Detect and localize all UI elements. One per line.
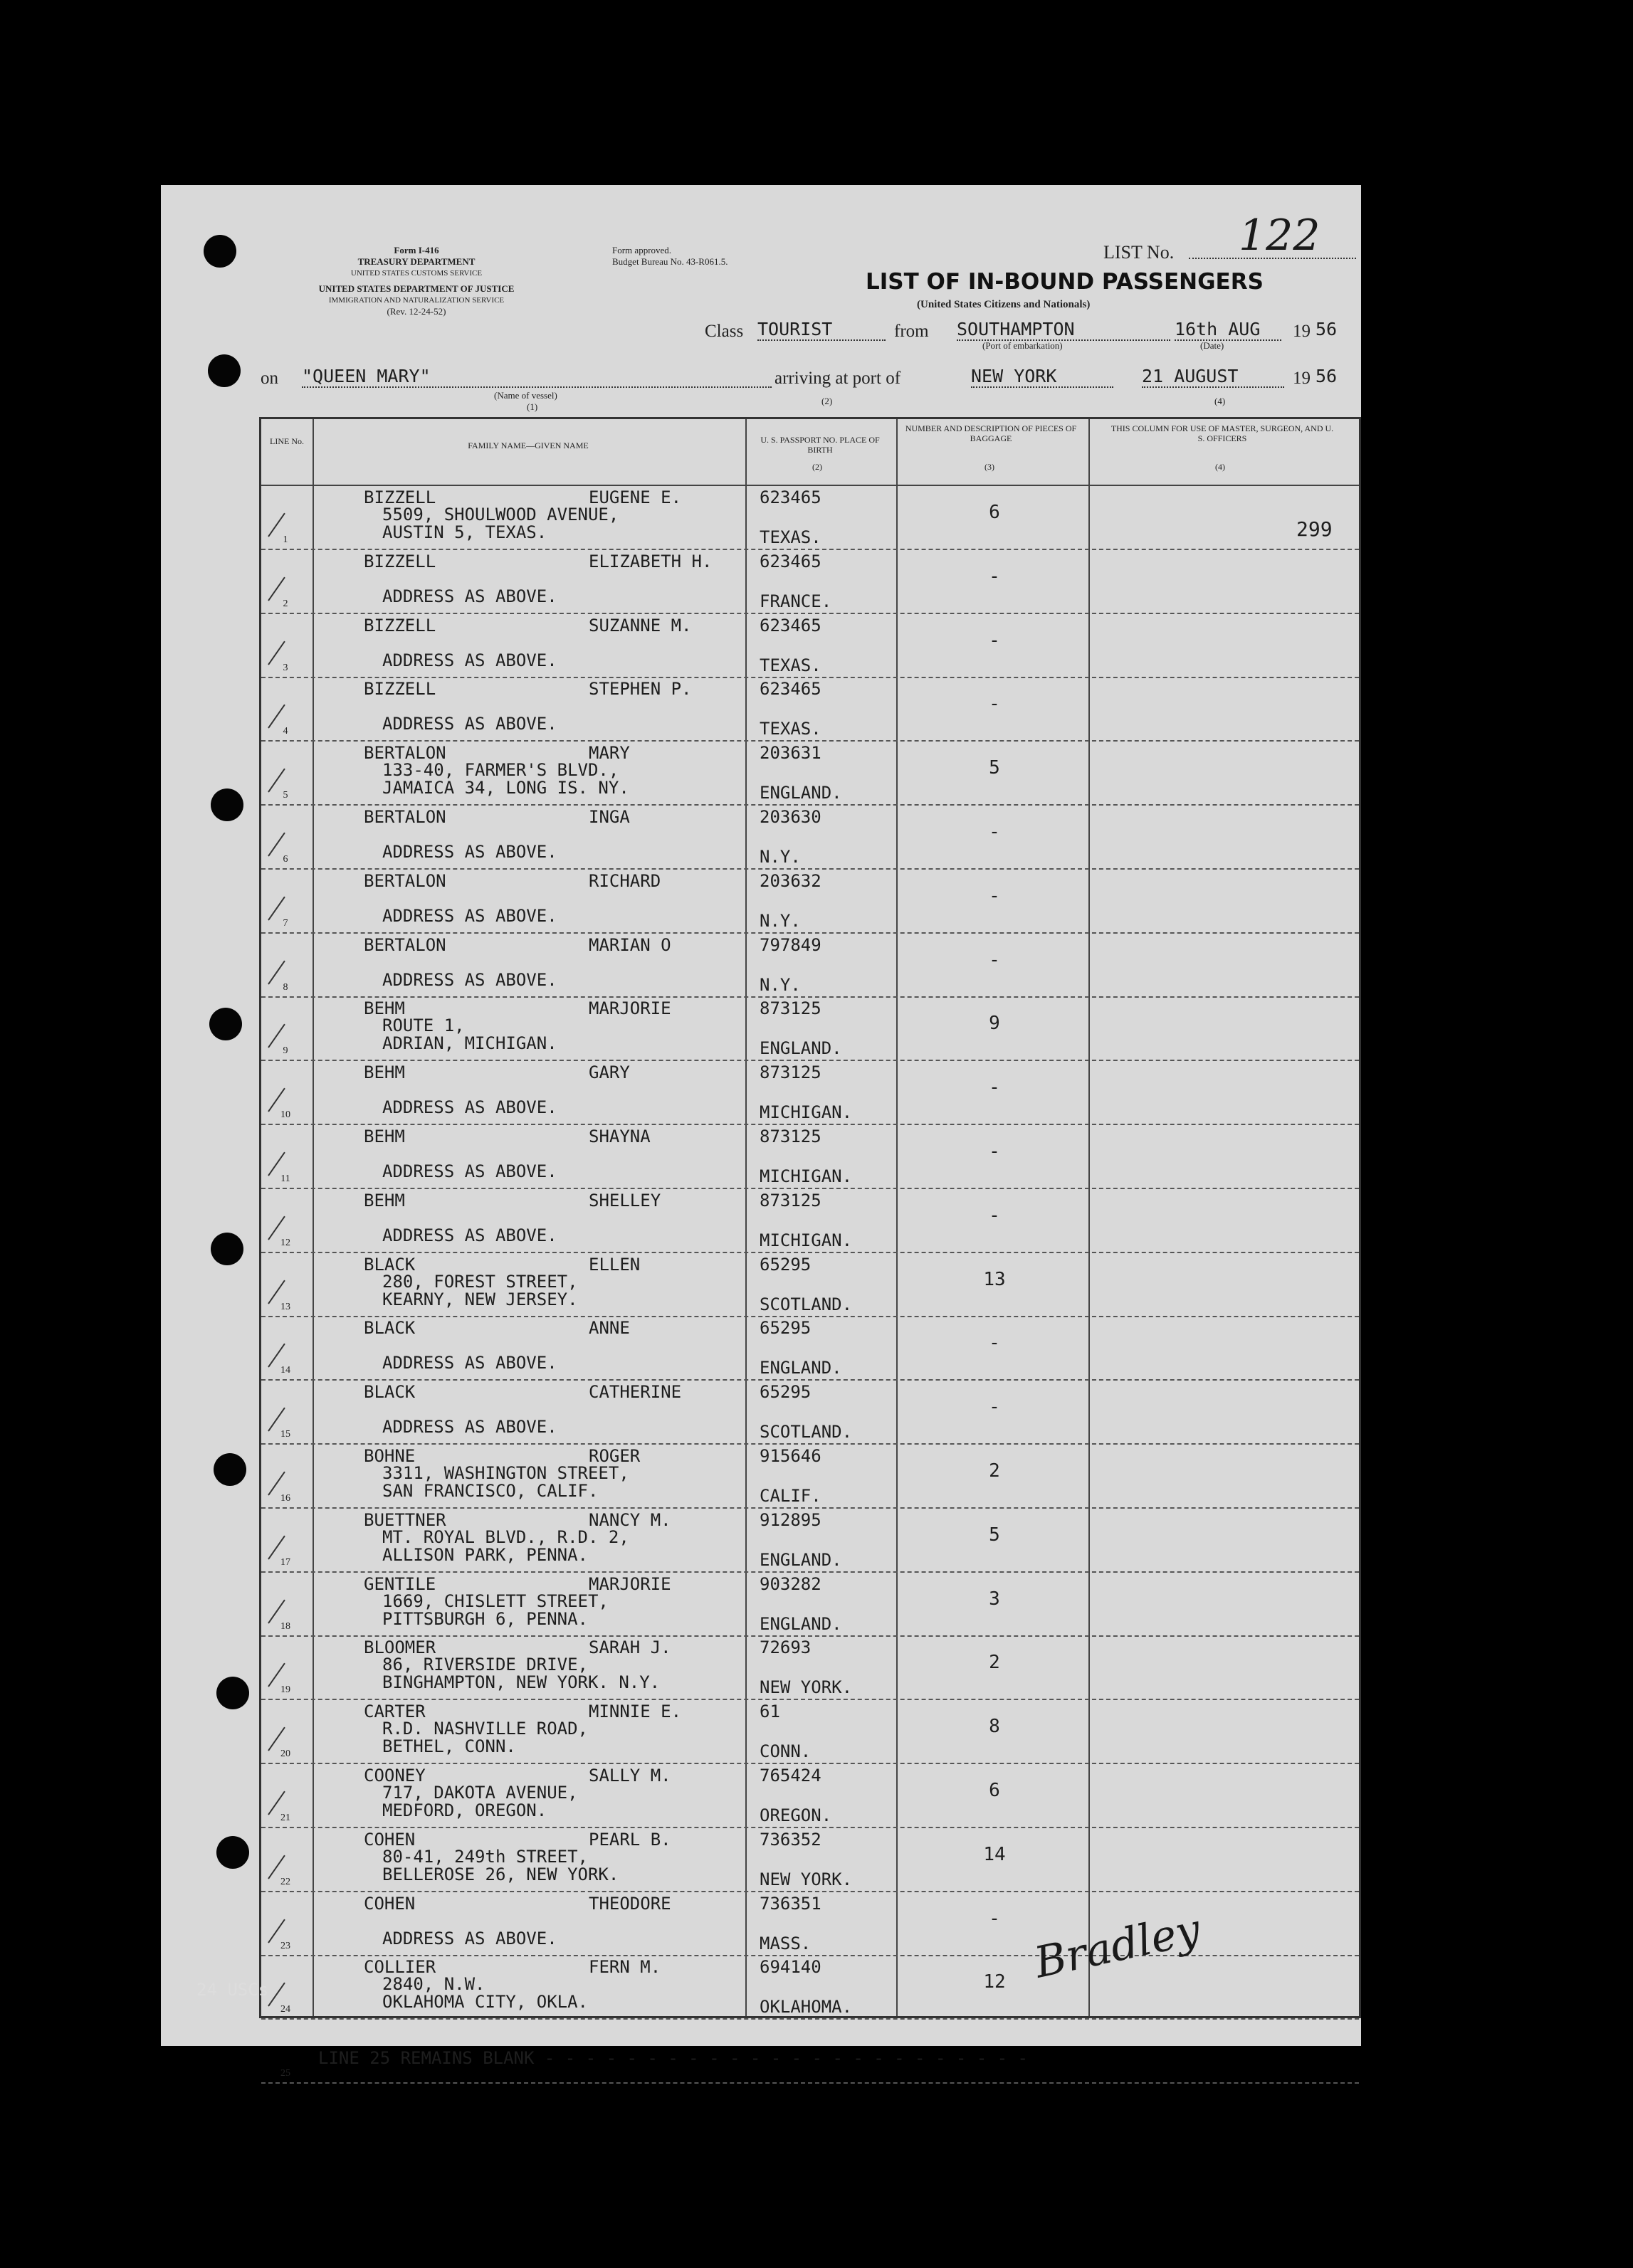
document-subtitle: (United States Citizens and Nationals) [917,299,1091,310]
given-name: ROGER [589,1446,641,1466]
vessel-col-num: (1) [527,401,538,412]
address: ADDRESS AS ABOVE. [382,1353,557,1373]
table-row [261,997,1359,1061]
check-mark [268,1535,285,1559]
check-mark [268,769,285,793]
line-number: 18 [280,1620,290,1632]
table-row [261,2020,1359,2084]
place-of-birth: N.Y. [760,910,801,931]
passport-number: 915646 [760,1446,821,1466]
line-number: 4 [283,726,288,737]
baggage-count: 6 [989,502,1000,523]
family-name: BERTALON [364,743,446,764]
place-of-birth: CALIF. [760,1486,821,1506]
header-col4: (4) [1215,462,1225,472]
check-mark [268,1024,285,1048]
family-name: BIZZELL [364,487,436,507]
port-col-num: (2) [821,396,833,406]
table-row [261,1956,1359,2020]
place-of-birth: TEXAS. [760,719,821,739]
passport-number: 61 [760,1702,780,1722]
place-of-birth: MICHIGAN. [760,1102,853,1123]
address: 280, FOREST STREET, KEARNY, NEW JERSEY. [382,1271,578,1309]
line-number: 24 [280,2004,290,2015]
place-of-birth: OREGON. [760,1805,832,1825]
address: ADDRESS AS ABOVE. [382,586,557,606]
arrival-date: 21 AUGUST [1142,366,1284,388]
document-title: LIST OF IN-BOUND PASSENGERS [866,269,1264,295]
class-value: TOURIST [757,319,886,341]
given-name: MARJORIE [589,998,671,1019]
form-id-block [327,245,505,279]
date-caption: (Date) [1200,340,1224,351]
baggage-count: 6 [989,1780,1000,1801]
check-mark [268,576,285,601]
passport-number: 203630 [760,807,821,827]
family-name: CARTER [364,1702,426,1722]
given-name: THEODORE [589,1893,671,1914]
family-name: COHEN [364,1893,416,1914]
check-mark [268,1472,285,1496]
given-name: INGA [589,807,630,827]
baggage-count: - [989,1077,1000,1099]
place-of-birth: TEXAS. [760,527,821,547]
place-of-birth: CONN. [760,1741,812,1762]
given-name: ELLEN [589,1254,641,1275]
family-name: BLACK [364,1254,416,1275]
arrival-year: 56 [1316,366,1338,386]
line-number: 19 [280,1684,290,1696]
arrival-year-prefix: 19 [1293,369,1311,388]
embarkation-port: SOUTHAMPTON [957,319,1170,341]
check-mark [268,1599,285,1623]
passport-number: 203631 [760,743,821,764]
from-label: from [894,322,929,341]
address: 80-41, 249th STREET, BELLEROSE 26, NEW YORK. [382,1846,619,1884]
check-mark [268,1663,285,1687]
passport-number: 736351 [760,1893,821,1914]
agency-justice: UNITED STATES DEPARTMENT OF JUSTICE [318,283,515,294]
family-name: BIZZELL [364,615,436,635]
baggage-count: - [989,885,1000,907]
passport-number: 903282 [760,1573,821,1594]
header-name: FAMILY NAME—GIVEN NAME [468,441,589,450]
place-of-birth: FRANCE. [760,591,832,611]
baggage-count: 9 [989,1013,1000,1035]
baggage-count: 14 [983,1843,1006,1865]
place-of-birth: NEW YORK. [760,1869,853,1889]
address: 3311, WASHINGTON STREET, SAN FRANCISCO, CALIF. [382,1463,629,1501]
punch-hole [216,1677,249,1709]
place-of-birth: MICHIGAN. [760,1230,853,1250]
vessel-caption: (Name of vessel) [494,390,557,401]
family-name: BIZZELL [364,679,436,700]
place-of-birth: NEW YORK. [760,1677,853,1698]
check-mark [268,1727,285,1751]
table-row [261,1509,1359,1573]
officer-note: 299 [1296,517,1333,541]
check-mark [268,896,285,920]
address: ADDRESS AS ABOVE. [382,714,557,734]
header-baggage: NUMBER AND DESCRIPTION OF PIECES OF BAGGAGE [905,423,1077,443]
agency-treasury: TREASURY DEPARTMENT [357,256,476,267]
punch-hole [208,354,241,387]
baggage-count: 5 [989,757,1000,779]
agency-ins: IMMIGRATION AND NATURALIZATION SERVICE [328,296,505,305]
place-of-birth: SCOTLAND. [760,1294,853,1314]
passport-number: 873125 [760,1190,821,1211]
check-mark [268,513,285,537]
address: ADDRESS AS ABOVE. [382,650,557,670]
place-of-birth: MASS. [760,1933,812,1953]
address: 717, DAKOTA AVENUE, MEDFORD, OREGON. [382,1783,578,1820]
baggage-count: - [989,693,1000,715]
place-of-birth: MICHIGAN. [760,1166,853,1186]
family-name: BERTALON [364,870,446,891]
given-name: CATHERINE [589,1382,682,1403]
address: ADDRESS AS ABOVE. [382,905,557,926]
header-col2: (2) [812,462,822,472]
line-number: 9 [283,1045,288,1057]
given-name: MARY [589,743,630,764]
given-name: MARIAN O [589,934,671,955]
line-number: 7 [283,917,288,929]
address: 5509, SHOULWOOD AVENUE, AUSTIN 5, TEXAS. [382,505,619,542]
given-name: PEARL B. [589,1829,671,1850]
passport-number: 736352 [760,1829,821,1850]
table-row [261,1828,1359,1892]
table-row [261,1445,1359,1509]
baggage-count: 13 [983,1268,1006,1290]
family-name: BERTALON [364,807,446,827]
given-name: EUGENE E. [589,487,682,507]
line-number: 21 [280,1813,290,1823]
baggage-count: - [989,1396,1000,1418]
table-row [261,742,1359,806]
address: ADDRESS AS ABOVE. [382,1417,557,1438]
table-row [261,1573,1359,1637]
address: ADDRESS AS ABOVE. [382,969,557,990]
given-name: GARY [589,1062,630,1083]
year-value: 56 [1316,319,1338,339]
baggage-count: 3 [989,1588,1000,1610]
header-line-no: LINE No. [270,436,304,446]
table-row [261,1189,1359,1253]
address: 86, RIVERSIDE DRIVE, BINGHAMPTON, NEW YORK. N.Y. [382,1655,661,1693]
line-number: 10 [280,1109,290,1121]
given-name: ANNE [589,1318,630,1339]
address: MT. ROYAL BLVD., R.D. 2, ALLISON PARK, PENNA. [382,1526,629,1565]
punch-hole [214,1453,246,1486]
baggage-count: - [989,629,1000,651]
address: 1669, CHISLETT STREET, PITTSBURGH 6, PENNA. [382,1591,609,1629]
line-number: 15 [280,1429,290,1440]
header-passport: U. S. PASSPORT NO. PLACE OF BIRTH [760,435,880,455]
line-number: 5 [283,790,288,801]
family-name: BOHNE [364,1446,416,1466]
passport-number: 203632 [760,870,821,891]
place-of-birth: ENGLAND. [760,1613,842,1634]
passport-number: 873125 [760,1127,821,1146]
place-of-birth: ENGLAND. [760,1549,842,1570]
passport-number: 912895 [760,1509,821,1530]
family-name: BEHM [364,998,405,1019]
inspector-signature: Bradley [1030,1904,1205,1988]
given-name: SHAYNA [589,1127,651,1146]
line-number: 1 [283,534,288,545]
check-mark [268,1855,285,1879]
budget-block [612,245,728,268]
address: 133-40, FARMER'S BLVD., JAMAICA 34, LONG IS. NY. [382,760,629,798]
baggage-count: 8 [989,1716,1000,1738]
list-no-label: LIST No. [1103,242,1175,263]
check-mark [268,1152,285,1176]
given-name: MINNIE E. [589,1702,682,1722]
given-name: SARAH J. [589,1637,671,1658]
table-row [261,614,1359,678]
punch-hole [209,1008,242,1040]
family-name: BLACK [364,1318,416,1339]
passport-number: 694140 [760,1957,821,1978]
check-mark [268,1344,285,1368]
header-officers: THIS COLUMN FOR USE OF MASTER, SURGEON, AND U. S. OFFICERS [1110,423,1334,443]
table-row [261,1061,1359,1125]
year-prefix: 19 [1293,322,1311,341]
baggage-count: - [989,1332,1000,1354]
place-of-birth: N.Y. [760,974,801,995]
line-number: 3 [283,662,288,673]
family-name: BLACK [364,1382,416,1403]
check-mark [268,640,285,665]
given-name: RICHARD [589,870,661,891]
header-col3: (3) [984,462,994,472]
baggage-count: 2 [989,1460,1000,1482]
check-mark [268,1088,285,1112]
given-name: FERN M. [589,1957,661,1978]
passport-number: 65295 [760,1318,812,1339]
check-mark [268,705,285,729]
place-of-birth: N.Y. [760,847,801,867]
family-name: BIZZELL [364,551,436,571]
punch-hole [211,788,243,821]
place-of-birth: OKLAHOMA. [760,1997,853,2018]
table-row [261,806,1359,870]
address: R.D. NASHVILLE ROAD, BETHEL, CONN. [382,1719,588,1757]
address: ROUTE 1, ADRIAN, MICHIGAN. [382,1016,557,1054]
line-number: 23 [280,1940,290,1951]
table-row [261,934,1359,998]
budget-number: Budget Bureau No. 43-R061.5. [612,256,728,267]
family-name: LINE 25 REMAINS BLANK - - - - - - - - - - - - - - - - - - - - - - - - [318,2048,1028,2069]
given-name: ELIZABETH H. [589,551,713,571]
family-name: COLLIER [364,1957,436,1978]
passport-number: 873125 [760,1062,821,1083]
check-mark [268,1791,285,1815]
table-row [261,677,1359,742]
agency-customs: UNITED STATES CUSTOMS SERVICE [350,269,483,278]
check-mark [268,1408,285,1432]
table-row [261,550,1359,614]
address: ADDRESS AS ABOVE. [382,1225,557,1245]
passport-number: 65295 [760,1382,812,1403]
line-number: 20 [280,1749,290,1760]
given-name: SUZANNE M. [589,615,692,635]
arrival-port: NEW YORK [971,366,1113,388]
baggage-count: 2 [989,1652,1000,1674]
given-name: SHELLEY [589,1190,661,1211]
form-id: Form I-416 [394,245,439,255]
form-approved: Form approved. [612,245,672,255]
family-name: COONEY [364,1766,426,1786]
line-number: 17 [280,1556,290,1568]
given-name: NANCY M. [589,1509,671,1530]
line-number: 16 [280,1493,290,1504]
address: ADDRESS AS ABOVE. [382,842,557,862]
embarkation-caption: (Port of embarkation) [982,340,1063,351]
baggage-count: - [989,1204,1000,1226]
margin-note: 24 USCs [196,1980,269,2000]
passenger-table [259,417,1361,2079]
list-number: 122 [1239,211,1320,260]
table-row [261,486,1359,550]
table-row [261,1381,1359,1445]
baggage-count: 12 [983,1971,1006,1993]
line-number: 13 [280,1301,290,1312]
embarkation-date: 16th AUG [1175,319,1281,341]
line-number: 8 [283,981,288,993]
baggage-count: - [989,565,1000,587]
line-number: 6 [283,854,288,865]
table-row [261,1317,1359,1381]
vessel-name: "QUEEN MARY" [302,366,772,388]
check-mark [268,1983,285,2007]
class-label: Class [705,322,744,341]
family-name: COHEN [364,1829,416,1850]
table-row [261,1700,1359,1764]
family-name: GENTILE [364,1573,436,1594]
baggage-count: - [989,1907,1000,1929]
family-name: BERTALON [364,934,446,955]
form-revision: (Rev. 12-24-52) [387,306,446,317]
table-row [261,1764,1359,1828]
place-of-birth: TEXAS. [760,655,821,675]
passport-number: 623465 [760,487,821,507]
given-name: MARJORIE [589,1573,671,1594]
passport-number: 72693 [760,1637,812,1658]
line-number: 2 [283,598,288,609]
passport-number: 65295 [760,1254,812,1275]
place-of-birth: ENGLAND. [760,1358,842,1378]
address: ADDRESS AS ABOVE. [382,1161,557,1181]
family-name: BEHM [364,1190,405,1211]
check-mark [268,960,285,984]
family-name: BUETTNER [364,1509,446,1530]
punch-hole [216,1836,249,1869]
date-col-num: (4) [1214,396,1226,406]
given-name: SALLY M. [589,1766,671,1786]
check-mark [268,1280,285,1304]
justice-block [256,283,577,317]
line-number: 22 [280,1876,290,1887]
place-of-birth: ENGLAND. [760,1038,842,1059]
line-number: 25 [280,2068,290,2079]
passport-number: 873125 [760,998,821,1019]
family-name: BLOOMER [364,1637,436,1658]
table-row [261,1636,1359,1700]
check-mark [268,1919,285,1943]
punch-hole [211,1233,243,1265]
passport-number: 797849 [760,934,821,955]
place-of-birth: SCOTLAND. [760,1422,853,1442]
baggage-count: 5 [989,1524,1000,1546]
check-mark [268,833,285,857]
on-label: on [261,369,278,388]
line-number: 11 [280,1173,290,1184]
line-number: 14 [280,1365,290,1376]
family-name: BEHM [364,1127,405,1146]
table-row [261,870,1359,934]
address: 2840, N.W. OKLAHOMA CITY, OKLA. [382,1974,588,2013]
table-row [261,1125,1359,1189]
punch-hole [204,235,236,268]
address: ADDRESS AS ABOVE. [382,1097,557,1118]
passport-number: 623465 [760,551,821,571]
baggage-count: - [989,821,1000,843]
baggage-count: - [989,949,1000,971]
arriving-label: arriving at port of [775,369,901,388]
table-row [261,1253,1359,1317]
given-name: STEPHEN P. [589,679,692,700]
passport-number: 623465 [760,679,821,700]
address: ADDRESS AS ABOVE. [382,1928,557,1948]
check-mark [268,1215,285,1240]
passport-number: 765424 [760,1766,821,1786]
passport-number: 623465 [760,615,821,635]
line-number: 12 [280,1237,290,1248]
place-of-birth: ENGLAND. [760,783,842,803]
baggage-count: - [989,1141,1000,1162]
family-name: BEHM [364,1062,405,1083]
